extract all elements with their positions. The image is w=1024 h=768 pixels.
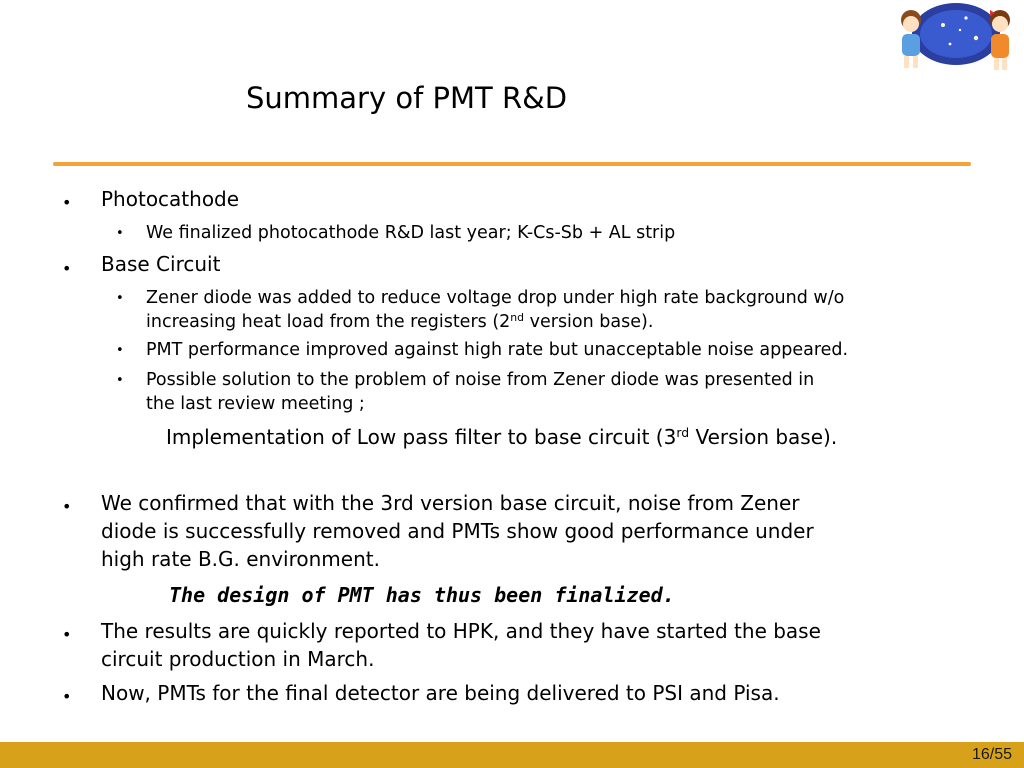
sub-bullet-icon: • (116, 373, 124, 388)
bullet-icon: • (62, 625, 72, 644)
slide-title: Summary of PMT R&D (246, 81, 568, 115)
sub-bullet-zener-line1: Zener diode was added to reduce voltage drop under high rate background w/o (146, 288, 845, 308)
bullet-icon: • (62, 259, 72, 278)
bullet-confirmed-line1: We confirmed that with the 3rd version base circuit, noise from Zener (101, 491, 800, 515)
sub-bullet-pmt-performance: PMT performance improved against high rate but unacceptable noise appeared. (146, 340, 849, 360)
bullet-confirmed-line3: high rate B.G. environment. (101, 547, 380, 571)
title-divider (53, 162, 971, 166)
bullet-icon: • (62, 193, 72, 212)
zener-text-end: version base). (524, 312, 654, 332)
bullet-base-circuit: Base Circuit (101, 252, 221, 276)
sub-bullet-possible-line2: the last review meeting ; (146, 394, 365, 414)
sub-bullet-zener-line2 (146, 310, 653, 334)
sub-bullet-icon: • (116, 291, 124, 306)
sub-bullet-icon: • (116, 226, 124, 241)
bullet-delivered: Now, PMTs for the final detector are being delivered to PSI and Pisa. (101, 681, 780, 705)
zener-sup: nd (510, 311, 525, 325)
footer-bar (0, 742, 1024, 768)
implementation-text-end: Version base). (689, 425, 838, 449)
finalized-statement: The design of PMT has thus been finalized. (169, 583, 675, 607)
bullet-photocathode: Photocathode (101, 187, 240, 211)
implementation-line (166, 424, 837, 450)
sub-bullet-icon: • (116, 343, 124, 358)
implementation-text: Implementation of Low pass filter to base circuit (3 (166, 425, 677, 449)
implementation-sup: rd (676, 425, 690, 441)
page-number: 16/55 (971, 746, 1012, 763)
bullet-results-line1: The results are quickly reported to HPK, and they have started the base (101, 619, 821, 643)
bullet-results-line2: circuit production in March. (101, 647, 375, 671)
zener-text: increasing heat load from the registers (2 (146, 312, 511, 332)
mascot-night-sky-logo (888, 0, 1024, 76)
sub-bullet-photocathode: We finalized photocathode R&D last year; K-Cs-Sb + AL strip (146, 223, 676, 243)
bullet-icon: • (62, 687, 72, 706)
bullet-icon: • (62, 497, 72, 516)
bullet-confirmed-line2: diode is successfully removed and PMTs show good performance under (101, 519, 814, 543)
sub-bullet-possible-line1: Possible solution to the problem of noise from Zener diode was presented in (146, 370, 815, 390)
